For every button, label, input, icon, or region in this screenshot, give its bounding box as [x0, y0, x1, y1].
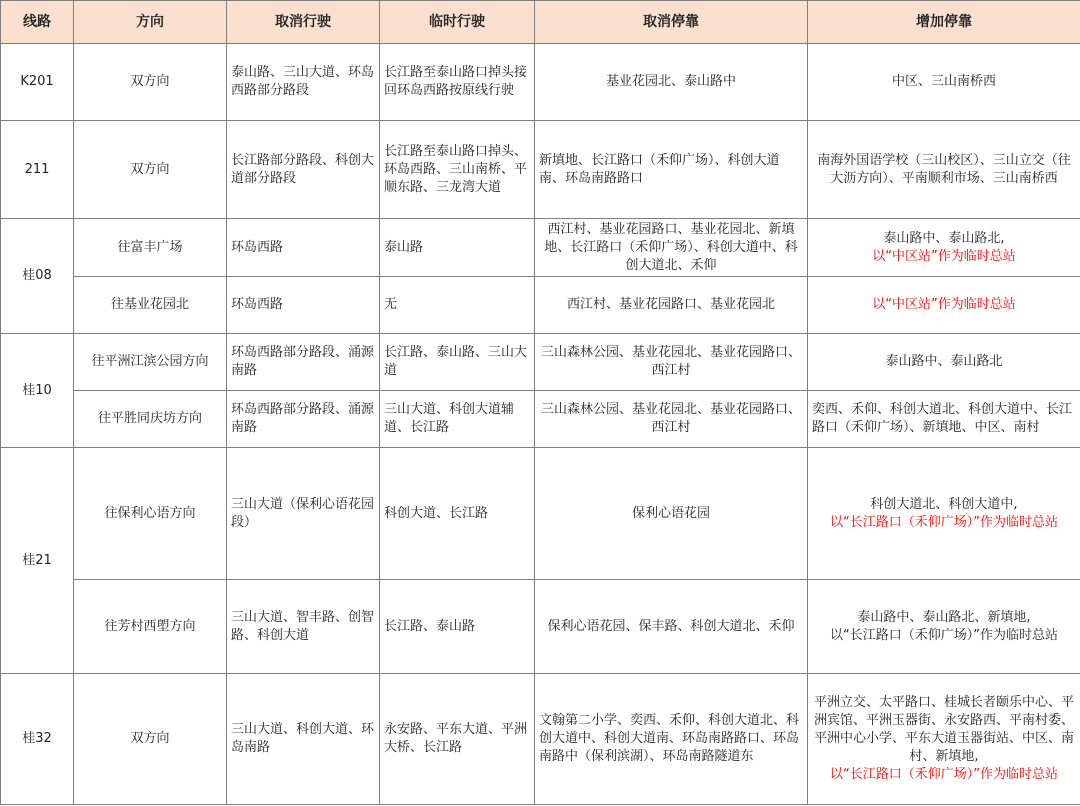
direction-cell: 往保利心语方向 [74, 448, 227, 580]
header-row [1, 1, 1080, 44]
add-stop-cell: 泰山路中、泰山路北 [808, 334, 1080, 391]
add-stop-text: 泰山路中、泰山路北、新填地, [857, 609, 1031, 625]
cancel-route-cell: 环岛西路 [227, 277, 380, 334]
header-cancel-stop: 取消停靠 [535, 1, 808, 44]
cancel-stop-cell: 三山森林公园、基业花园北、基业花园路口、西江村 [535, 334, 808, 391]
cancel-route-cell: 三山大道、智丰路、创智路、科创大道 [227, 580, 380, 674]
line-cell: 桂32 [1, 674, 74, 805]
header-temp-route: 临时行驶 [380, 1, 535, 44]
header-cancel-route: 取消行驶 [227, 1, 380, 44]
table-row [1, 277, 1080, 334]
cancel-stop-cell: 保利心语花园 [535, 448, 808, 580]
temp-route-cell: 科创大道、长江路 [380, 448, 535, 580]
header-add-stop: 增加停靠 [808, 1, 1080, 44]
temp-route-cell: 无 [380, 277, 535, 334]
direction-cell: 双方向 [74, 121, 227, 219]
direction-cell: 双方向 [74, 674, 227, 805]
temp-route-cell: 长江路至泰山路口掉头、环岛西路、三山南桥、平顺东路、三龙湾大道 [380, 121, 535, 219]
direction-cell: 往基业花园北 [74, 277, 227, 334]
temp-route-cell: 长江路至泰山路口掉头接回环岛西路按原线行驶 [380, 44, 535, 121]
cancel-stop-cell: 西江村、基业花园路口、基业花园北、新填地、长江路口（禾仰广场）、科创大道中、科创大道北、禾仰 [535, 219, 808, 277]
temp-route-cell: 三山大道、科创大道辅道、长江路 [380, 391, 535, 448]
temp-terminal-note: 以“长江路口（禾仰广场）”作为临时总站 [830, 514, 1058, 530]
cancel-stop-cell: 新填地、长江路口（禾仰广场）、科创大道南、环岛南路路口 [535, 121, 808, 219]
table-row [1, 219, 1080, 277]
cancel-route-cell: 三山大道、科创大道、环岛南路 [227, 674, 380, 805]
table-row [1, 448, 1080, 580]
add-stop-text: 平洲立交、太平路口、桂城长者颐乐中心、平洲宾馆、平洲玉器街、永安路西、平南村委、平洲中心小学、平东大道玉器街站、中区、南村、新填地, [813, 695, 1074, 764]
table-row [1, 334, 1080, 391]
cancel-route-cell: 三山大道（保利心语花园段） [227, 448, 380, 580]
line-cell: K201 [1, 44, 74, 121]
cancel-route-cell: 环岛西路部分路段、涌源南路 [227, 391, 380, 448]
direction-cell: 往平胜同庆坊方向 [74, 391, 227, 448]
line-cell: 桂10 [1, 334, 74, 448]
add-stop-text: 科创大道北、科创大道中, [870, 496, 1018, 512]
cancel-route-cell: 泰山路、三山大道、环岛西路部分路段 [227, 44, 380, 121]
temp-terminal-note: 以“长江路口（禾仰广场）”作为临时总站 [830, 767, 1058, 782]
cancel-route-cell: 环岛西路部分路段、涌源南路 [227, 334, 380, 391]
add-stop-cell: 南海外国语学校（三山校区）、三山立交（往大沥方向）、平南顺利市场、三山南桥西 [808, 121, 1080, 219]
table-row [1, 44, 1080, 121]
add-stop-text: 泰山路中、泰山路北, [883, 230, 1005, 246]
line-cell: 211 [1, 121, 74, 219]
cancel-route-cell: 长江路部分路段、科创大道部分路段 [227, 121, 380, 219]
add-stop-cell [808, 580, 1080, 674]
add-stop-cell: 奕西、禾仰、科创大道北、科创大道中、长江路口（禾仰广场）、新填地、中区、南村 [808, 391, 1080, 448]
temp-route-cell: 泰山路 [380, 219, 535, 277]
direction-cell: 往芳村西塱方向 [74, 580, 227, 674]
header-direction: 方向 [74, 1, 227, 44]
temp-terminal-note: 以“中区站”作为临时总站 [872, 297, 1016, 312]
direction-cell: 往富丰广场 [74, 219, 227, 277]
add-stop-cell [808, 219, 1080, 277]
header-line: 线路 [1, 1, 74, 44]
add-stop-cell [808, 448, 1080, 580]
direction-cell: 双方向 [74, 44, 227, 121]
add-stop-cell: 中区、三山南桥西 [808, 44, 1080, 121]
temp-terminal-note: 以“中区站”作为临时总站 [872, 248, 1016, 264]
cancel-route-cell: 环岛西路 [227, 219, 380, 277]
add-stop-cell [808, 674, 1080, 805]
cancel-stop-cell: 西江村、基业花园路口、基业花园北 [535, 277, 808, 334]
direction-cell: 往平洲江滨公园方向 [74, 334, 227, 391]
temp-route-cell: 长江路、泰山路 [380, 580, 535, 674]
table-row [1, 674, 1080, 805]
cancel-stop-cell: 基业花园北、泰山路中 [535, 44, 808, 121]
add-stop-cell [808, 277, 1080, 334]
line-cell: 桂21 [1, 448, 74, 674]
cancel-stop-cell: 文翰第二小学、奕西、禾仰、科创大道北、科创大道中、科创大道南、环岛南路路口、环岛南路中（保利滨湖）、环岛南路隧道东 [535, 674, 808, 805]
cancel-stop-cell: 保利心语花园、保丰路、科创大道北、禾仰 [535, 580, 808, 674]
line-cell: 桂08 [1, 219, 74, 334]
temp-route-cell: 永安路、平东大道、平洲大桥、长江路 [380, 674, 535, 805]
table-row [1, 580, 1080, 674]
cancel-stop-cell: 三山森林公园、基业花园北、基业花园路口、西江村 [535, 391, 808, 448]
temp-route-cell: 长江路、泰山路、三山大道 [380, 334, 535, 391]
table-row [1, 391, 1080, 448]
table-row [1, 121, 1080, 219]
temp-terminal-note: 以“长江路口（禾仰广场）”作为临时总站 [830, 627, 1058, 643]
